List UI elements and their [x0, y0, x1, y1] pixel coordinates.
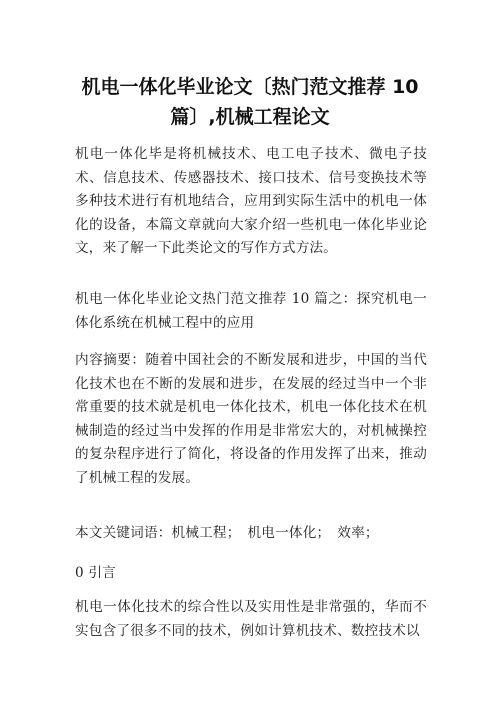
intro-heading: 0 引言: [75, 565, 116, 581]
intro-paragraph: 机电一体化毕是将机械技术、电工电子技术、微电子技术、信息技术、传感器技术、接口技术、信号变换技术等多种技术进行有机地结合，应用到实际生活中的机电一体化的设备，本篇文章就向大家介绍一些机电一体化毕业论文，来了解一下此类论文的写作方式方法。: [75, 146, 427, 256]
keywords-paragraph: 本文关键词语：机械工程； 机电一体化； 效率；: [75, 525, 379, 541]
document-title: 机电一体化毕业论文〔热门范文推荐 10 篇〕,机械工程论文: [81, 76, 419, 128]
section-heading-paragraph: 机电一体化毕业论文热门范文推荐 10 篇之：探究机电一体化系统在机械工程中的应用: [75, 291, 427, 331]
abstract-paragraph: 内容摘要：随着中国社会的不断发展和进步，中国的当代化技术也在不断的发展和进步，在发展的经过当中一个非常重要的技术就是机电一体化技术，机电一体化技术在机械制造的经过当中发挥的作用是非常宏大的，对机械操控的复杂程序进行了简化，将设备的作用发挥了出来，推动了机械工程的发展。: [75, 352, 427, 486]
body-paragraph: 机电一体化技术的综合性以及实用性是非常强的，华而不实包含了很多不同的技术，例如计算机技术、数控技术以: [75, 599, 427, 639]
